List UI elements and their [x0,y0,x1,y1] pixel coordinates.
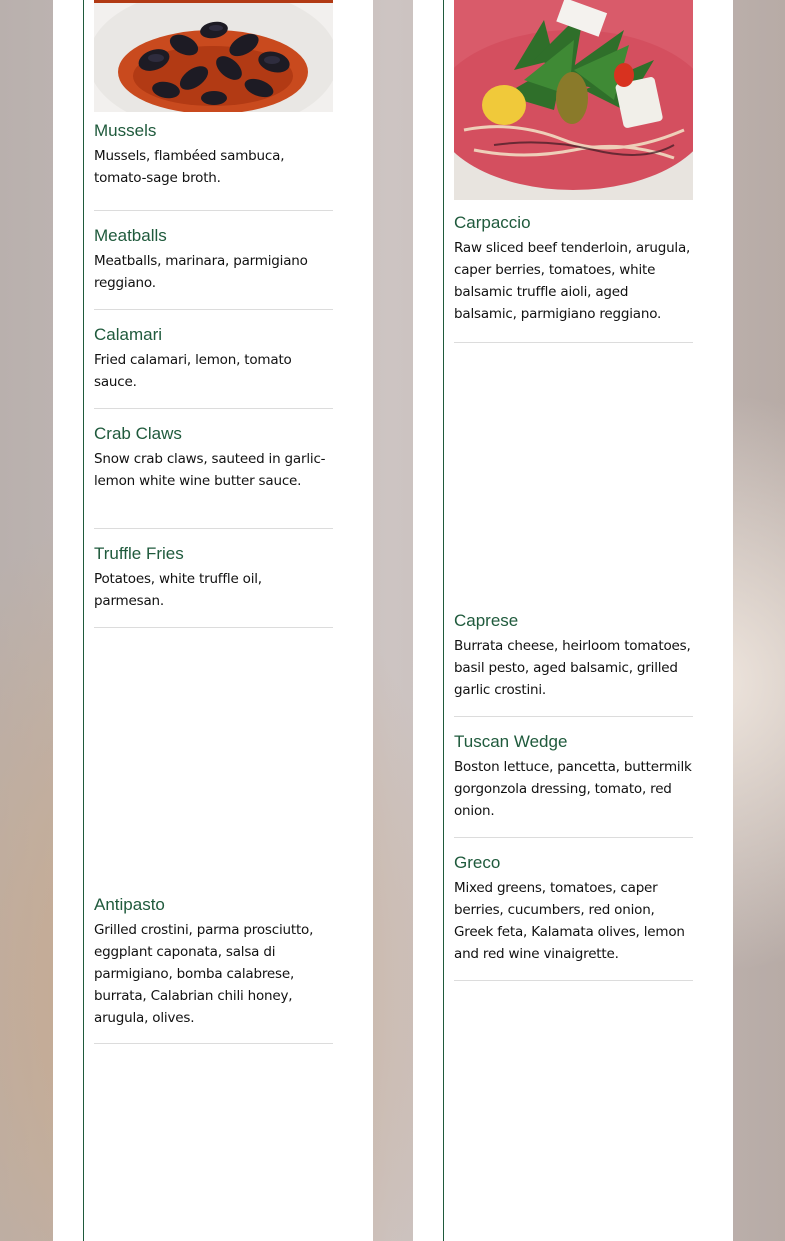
menu-item-name: Caprese [454,611,519,630]
menu-item-description: Potatoes, white truffle oil, parmesan. [94,571,262,609]
left-vertical-rule [83,0,84,1241]
menu-item-name: Calamari [94,325,163,344]
menu-item-description: Snow crab claws, sauteed in garlic-lemon white wine butter sauce. [94,451,326,489]
right-menu-panel [413,0,733,1241]
menu-item [94,888,333,1044]
mussels-photo [94,0,333,112]
menu-item [94,529,333,628]
menu-item [94,211,333,310]
right-menu-list-2 [454,606,693,981]
left-menu-list [94,120,333,628]
menu-item [94,120,333,211]
menu-item-name: Carpaccio [454,213,531,232]
menu-item-description: Meatballs, marinara, parmigiano reggiano. [94,253,308,291]
menu-item-description: Fried calamari, lemon, tomato sauce. [94,352,292,390]
menu-item [454,208,693,343]
right-photo [454,0,693,200]
menu-item [454,606,693,717]
menu-item-name: Meatballs [94,226,167,245]
menu-item [454,838,693,981]
menu-item-name: Antipasto [94,895,165,914]
menu-item-description: Burrata cheese, heirloom tomatoes, basil pesto, aged balsamic, grilled garlic crostini. [454,638,691,698]
left-photo [94,0,333,112]
right-vertical-rule [443,0,444,1241]
menu-item-description: Grilled crostini, parma prosciutto, eggplant caponata, salsa di parmigiano, bomba calabrese, burrata, Calabrian chili honey, arugula, olives. [94,922,314,1026]
left-menu-list-2 [94,888,333,1044]
menu-item [454,717,693,838]
menu-item-name: Truffle Fries [94,544,184,563]
left-menu-panel [53,0,373,1241]
carpaccio-photo [454,0,693,200]
menu-item-name: Greco [454,853,501,872]
menu-item-name: Mussels [94,121,157,140]
menu-item-description: Raw sliced beef tenderloin, arugula, caper berries, tomatoes, white balsamic truffle aioli, aged balsamic, parmigiano reggiano. [454,240,691,322]
menu-item-name: Tuscan Wedge [454,732,568,751]
menu-item [94,310,333,409]
right-menu-list [454,208,693,343]
menu-item [94,409,333,529]
menu-item-description: Boston lettuce, pancetta, buttermilk gorgonzola dressing, tomato, red onion. [454,759,692,819]
menu-item-description: Mixed greens, tomatoes, caper berries, cucumbers, red onion, Greek feta, Kalamata olives, lemon and red wine vinaigrette. [454,880,685,962]
menu-item-name: Crab Claws [94,424,182,443]
menu-item-description: Mussels, flambéed sambuca, tomato-sage broth. [94,148,285,186]
